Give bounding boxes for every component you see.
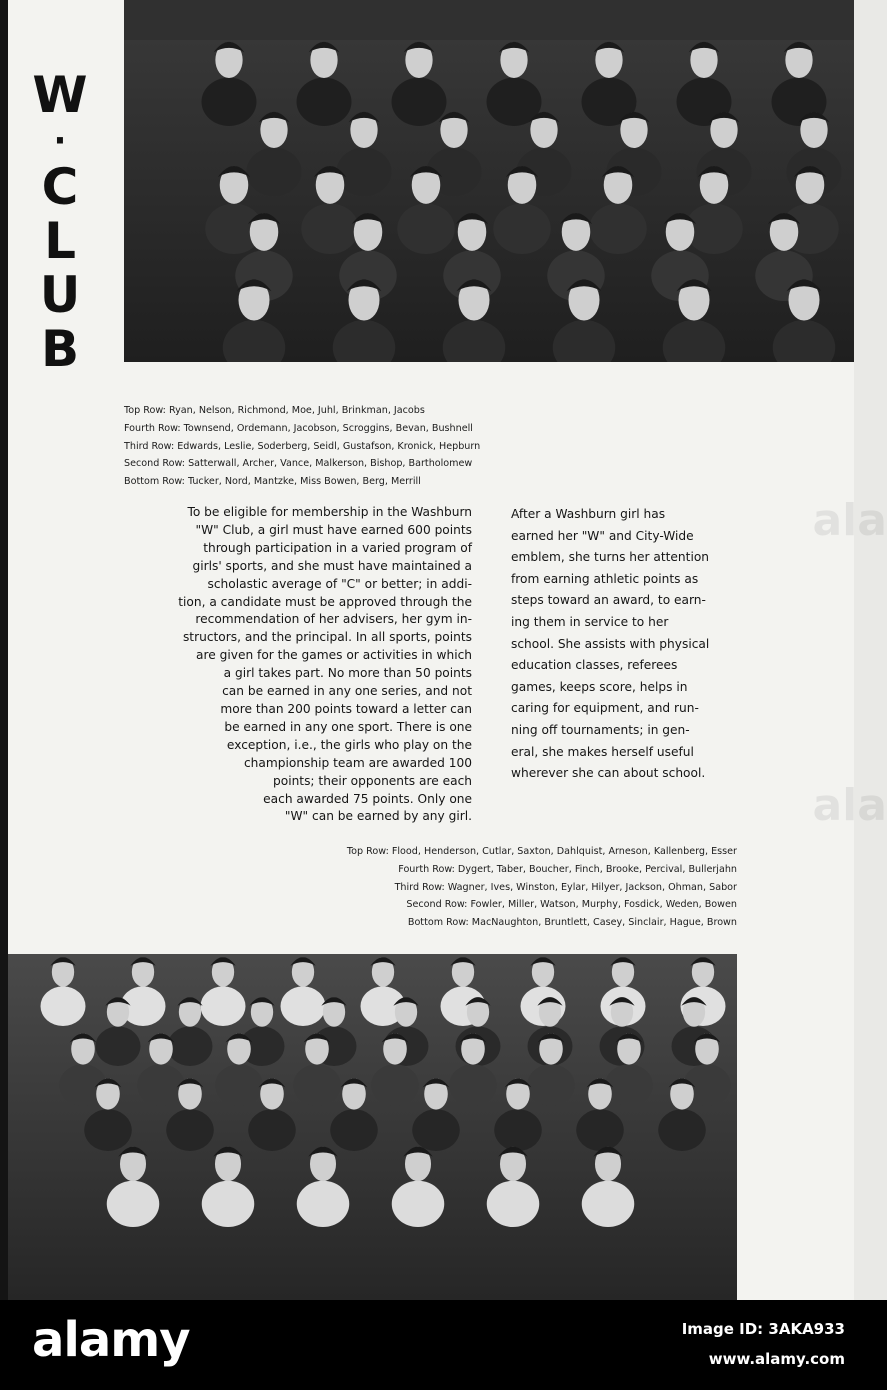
- person-silhouette: [582, 1181, 635, 1227]
- text-line: a girl takes part. No more than 50 points: [223, 666, 472, 681]
- w-club-title: [20, 68, 100, 376]
- person-silhouette: [330, 1109, 378, 1151]
- text-line: scholastic average of "C" or better; in addi-: [207, 576, 472, 591]
- caption-row: Second Row: Satterwall, Archer, Vance, Malkerson, Bishop, Bartholomew: [124, 458, 473, 470]
- caption-row: Third Row: Edwards, Leslie, Soderberg, Seidl, Gustafson, Kronick, Hepburn: [124, 440, 481, 452]
- text-line: tion, a candidate must be approved through the: [178, 594, 472, 609]
- person-silhouette: [202, 1181, 255, 1227]
- page-edge: [854, 0, 887, 1300]
- person-silhouette: [202, 78, 257, 126]
- caption-row: Bottom Row: MacNaughton, Bruntlett, Casey, Sinclair, Hague, Brown: [407, 917, 737, 929]
- text-line: are given for the games or activities in which: [196, 648, 472, 663]
- text-line: recommendation of her advisers, her gym in-: [195, 612, 472, 627]
- person-silhouette: [371, 1064, 419, 1106]
- person-silhouette: [281, 986, 326, 1026]
- person-silhouette: [493, 203, 551, 254]
- person-silhouette: [337, 148, 392, 196]
- person-silhouette: [392, 78, 447, 126]
- text-line: can be earned in any one series, and not: [222, 684, 472, 699]
- caption-row: Fourth Row: Townsend, Ordemann, Jacobson, Scroggins, Bevan, Bushnell: [124, 422, 473, 434]
- caption-top: [124, 402, 480, 491]
- caption-row: Fourth Row: Dygert, Taber, Boucher, Finch, Brooke, Percival, Bullerjahn: [398, 863, 737, 875]
- person-silhouette: [658, 1109, 706, 1151]
- person-silhouette: [96, 1026, 141, 1066]
- person-silhouette: [297, 78, 352, 126]
- caption-row: Top Row: Flood, Henderson, Cutlar, Saxton, Dahlquist, Arneson, Kallenberg, Esser: [346, 846, 737, 857]
- group-photo-bottom: [8, 954, 737, 1300]
- caption-row: Second Row: Fowler, Miller, Watson, Murphy, Fosdick, Weden, Bowen: [406, 899, 737, 911]
- text-line: caring for equipment, and run-: [511, 701, 699, 716]
- text-line: be earned in any one sport. There is one: [224, 719, 472, 734]
- caption-row: Third Row: Wagner, Ives, Winston, Eylar, Hilyer, Jackson, Ohman, Sabor: [394, 881, 737, 893]
- text-line: from earning athletic points as: [511, 571, 699, 586]
- title-letter: U: [39, 266, 81, 324]
- text-line: education classes, referees: [511, 658, 678, 673]
- person-silhouette: [201, 986, 246, 1026]
- body-text-left: [122, 504, 472, 826]
- person-silhouette: [166, 1109, 214, 1151]
- text-line: "W" Club, a girl must have earned 600 points: [195, 522, 472, 537]
- title-letter: L: [44, 212, 76, 270]
- person-silhouette: [494, 1109, 542, 1151]
- person-silhouette: [248, 1109, 296, 1151]
- person-silhouette: [297, 1181, 350, 1227]
- caption-row: Bottom Row: Tucker, Nord, Mantzke, Miss Bowen, Berg, Merrill: [124, 476, 421, 488]
- body-text-right: [511, 504, 737, 785]
- text-line: points; their opponents are each: [273, 773, 472, 788]
- title-letter: C: [41, 158, 79, 216]
- person-silhouette: [449, 1064, 497, 1106]
- title-letter: W: [32, 66, 88, 124]
- text-line: ing them in service to her: [511, 614, 669, 629]
- caption-row: Top Row: Ryan, Nelson, Richmond, Moe, Juhl, Brinkman, Jacobs: [124, 405, 425, 416]
- person-silhouette: [301, 203, 359, 254]
- title-letter: B: [40, 320, 80, 378]
- person-silhouette: [247, 148, 302, 196]
- person-silhouette: [293, 1064, 341, 1106]
- person-silhouette: [215, 1064, 263, 1106]
- stock-footer: [0, 1300, 887, 1390]
- text-line: championship team are awarded 100: [243, 755, 472, 770]
- text-line: steps toward an award, to earn-: [511, 593, 706, 608]
- text-line: earned her "W" and City-Wide: [511, 528, 694, 543]
- image-id: Image ID: 3AKA933: [681, 1320, 845, 1338]
- text-line: After a Washburn girl has: [511, 507, 666, 521]
- text-line: school. She assists with physical: [511, 636, 710, 651]
- text-line: eral, she makes herself useful: [511, 744, 694, 759]
- person-silhouette: [41, 986, 86, 1026]
- watermark: ala: [812, 780, 887, 831]
- person-silhouette: [397, 203, 455, 254]
- person-silhouette: [576, 1109, 624, 1151]
- alamy-logo: alamy: [32, 1312, 190, 1368]
- person-silhouette: [412, 1109, 460, 1151]
- text-line: games, keeps score, helps in: [511, 679, 688, 694]
- text-line: "W" can be earned by any girl.: [284, 809, 472, 824]
- text-line: wherever she can about school.: [511, 766, 706, 781]
- person-silhouette: [487, 1181, 540, 1227]
- person-silhouette: [168, 1026, 213, 1066]
- title-letter: ·: [53, 121, 67, 161]
- text-line: each awarded 75 points. Only one: [263, 791, 472, 806]
- watermark: ala: [812, 495, 887, 546]
- text-line: exception, i.e., the girls who play on the: [226, 737, 472, 752]
- group-photo-bottom-image: [8, 954, 737, 1300]
- text-line: ning off tournaments; in gen-: [511, 722, 690, 737]
- person-silhouette: [107, 1181, 160, 1227]
- person-silhouette: [589, 203, 647, 254]
- text-line: through participation in a varied program of: [203, 540, 472, 555]
- caption-bottom: [347, 843, 737, 932]
- text-line: To be eligible for membership in the Washburn: [187, 505, 472, 519]
- person-silhouette: [137, 1064, 185, 1106]
- text-line: more than 200 points toward a letter can: [220, 701, 472, 716]
- group-photo-top-image: [124, 0, 854, 362]
- person-silhouette: [527, 1064, 575, 1106]
- text-line: emblem, she turns her attention: [511, 550, 710, 565]
- person-silhouette: [605, 1064, 653, 1106]
- footer-url: www.alamy.com: [708, 1350, 845, 1368]
- text-line: girls' sports, and she must have maintained a: [192, 558, 472, 573]
- text-line: structors, and the principal. In all sports, points: [182, 630, 472, 645]
- person-silhouette: [84, 1109, 132, 1151]
- group-photo-top: [124, 0, 854, 362]
- person-silhouette: [392, 1181, 445, 1227]
